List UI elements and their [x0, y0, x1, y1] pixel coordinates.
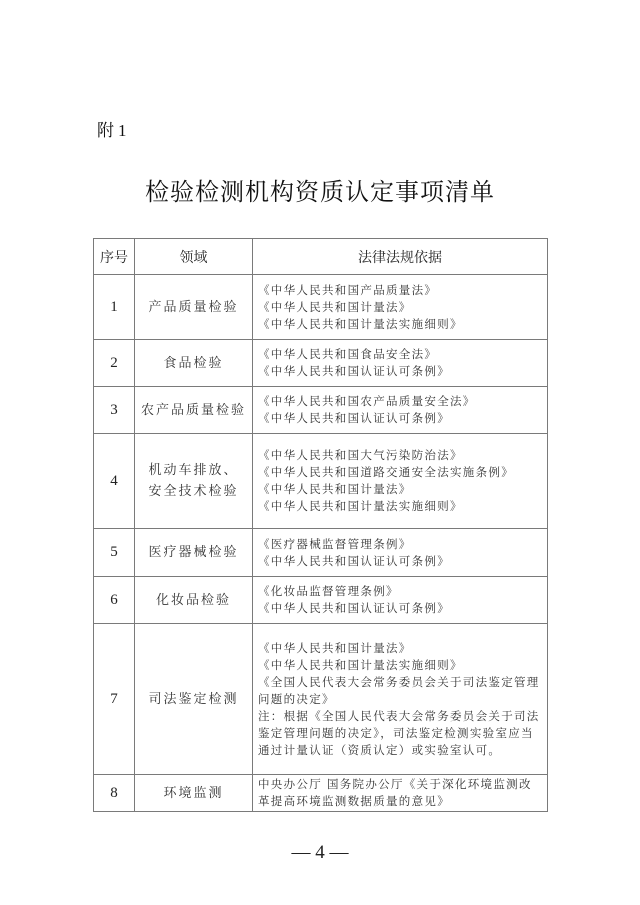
- row-field: [135, 434, 253, 529]
- row-field-line: 安全技术检验: [148, 484, 239, 499]
- annex-prefix: 附: [97, 121, 114, 141]
- basis-item: 《中华人民共和国认证认可条例》: [258, 411, 450, 425]
- basis-item: 《中华人民共和国大气污染防治法》: [258, 448, 463, 462]
- row-field: 医疗器械检验: [135, 529, 253, 577]
- row-basis: [253, 529, 548, 577]
- basis-item: 《化妆品监督管理条例》: [258, 584, 399, 598]
- row-index: 4: [94, 434, 135, 529]
- row-field: 化妆品检验: [135, 577, 253, 624]
- page-number: — 4 —: [291, 842, 349, 863]
- basis-item: 中央办公厅 国务院办公厅《关于深化环境监测改革提高环境监测数据质量的意见》: [258, 777, 532, 808]
- basis-item: 《中华人民共和国计量法》: [258, 482, 412, 496]
- column-header-field: 领域: [135, 239, 253, 275]
- basis-item: 《中华人民共和国认证认可条例》: [258, 553, 450, 568]
- table-row: [94, 624, 548, 775]
- row-basis: [253, 434, 548, 529]
- row-index: 3: [94, 387, 135, 434]
- table-row: [94, 434, 548, 529]
- basis-item: 《中华人民共和国认证认可条例》: [258, 601, 450, 615]
- row-basis: [253, 275, 548, 340]
- annex-label: [97, 120, 127, 142]
- basis-item: 《中华人民共和国计量法》: [258, 640, 412, 655]
- basis-item: 《中华人民共和国计量法实施细则》: [258, 316, 463, 331]
- table-header-row: [94, 239, 548, 275]
- table-row: [94, 340, 548, 387]
- row-basis: [253, 775, 548, 812]
- document-title: 检验检测机构资质认定事项清单: [145, 178, 495, 206]
- row-basis: [253, 340, 548, 387]
- table-row: [94, 775, 548, 812]
- basis-item: 《全国人民代表大会常务委员会关于司法鉴定管理问题的决定》: [258, 674, 540, 706]
- row-field: 农产品质量检验: [135, 387, 253, 434]
- row-field: 产品质量检验: [135, 275, 253, 340]
- row-index: 6: [94, 577, 135, 624]
- basis-item: 《医疗器械监督管理条例》: [258, 536, 412, 551]
- basis-item: 《中华人民共和国计量法实施细则》: [258, 657, 463, 672]
- table-row: [94, 529, 548, 577]
- basis-item: 《中华人民共和国认证认可条例》: [258, 364, 450, 378]
- basis-item: 《中华人民共和国产品质量法》: [258, 282, 438, 297]
- row-basis: [253, 624, 548, 775]
- table-row: [94, 275, 548, 340]
- row-index: 1: [94, 275, 135, 340]
- basis-item: 《中华人民共和国食品安全法》: [258, 347, 438, 361]
- row-field: 食品检验: [135, 340, 253, 387]
- row-index: 8: [94, 775, 135, 812]
- column-header-index: 序号: [94, 239, 135, 275]
- row-index: 7: [94, 624, 135, 775]
- basis-item: 《中华人民共和国计量法》: [258, 299, 412, 314]
- qualification-table: [93, 238, 548, 812]
- basis-item: 《中华人民共和国计量法实施细则》: [258, 499, 463, 513]
- basis-item: 《中华人民共和国道路交通安全法实施条例》: [258, 465, 514, 479]
- row-field: 环境监测: [135, 775, 253, 812]
- basis-note: 注：根据《全国人民代表大会常务委员会关于司法鉴定管理问题的决定》，司法鉴定检测实验室应当通过计量认证（资质认定）或实验室认可。: [258, 708, 540, 757]
- row-index: 2: [94, 340, 135, 387]
- column-header-basis: 法律法规依据: [253, 239, 548, 275]
- row-field: 司法鉴定检测: [135, 624, 253, 775]
- table-row: [94, 577, 548, 624]
- basis-item: 《中华人民共和国农产品质量安全法》: [258, 394, 476, 408]
- row-basis: [253, 577, 548, 624]
- row-index: 5: [94, 529, 135, 577]
- table-row: [94, 387, 548, 434]
- annex-number: 1: [118, 121, 127, 140]
- row-field-line: 机动车排放、: [148, 463, 239, 478]
- row-basis: [253, 387, 548, 434]
